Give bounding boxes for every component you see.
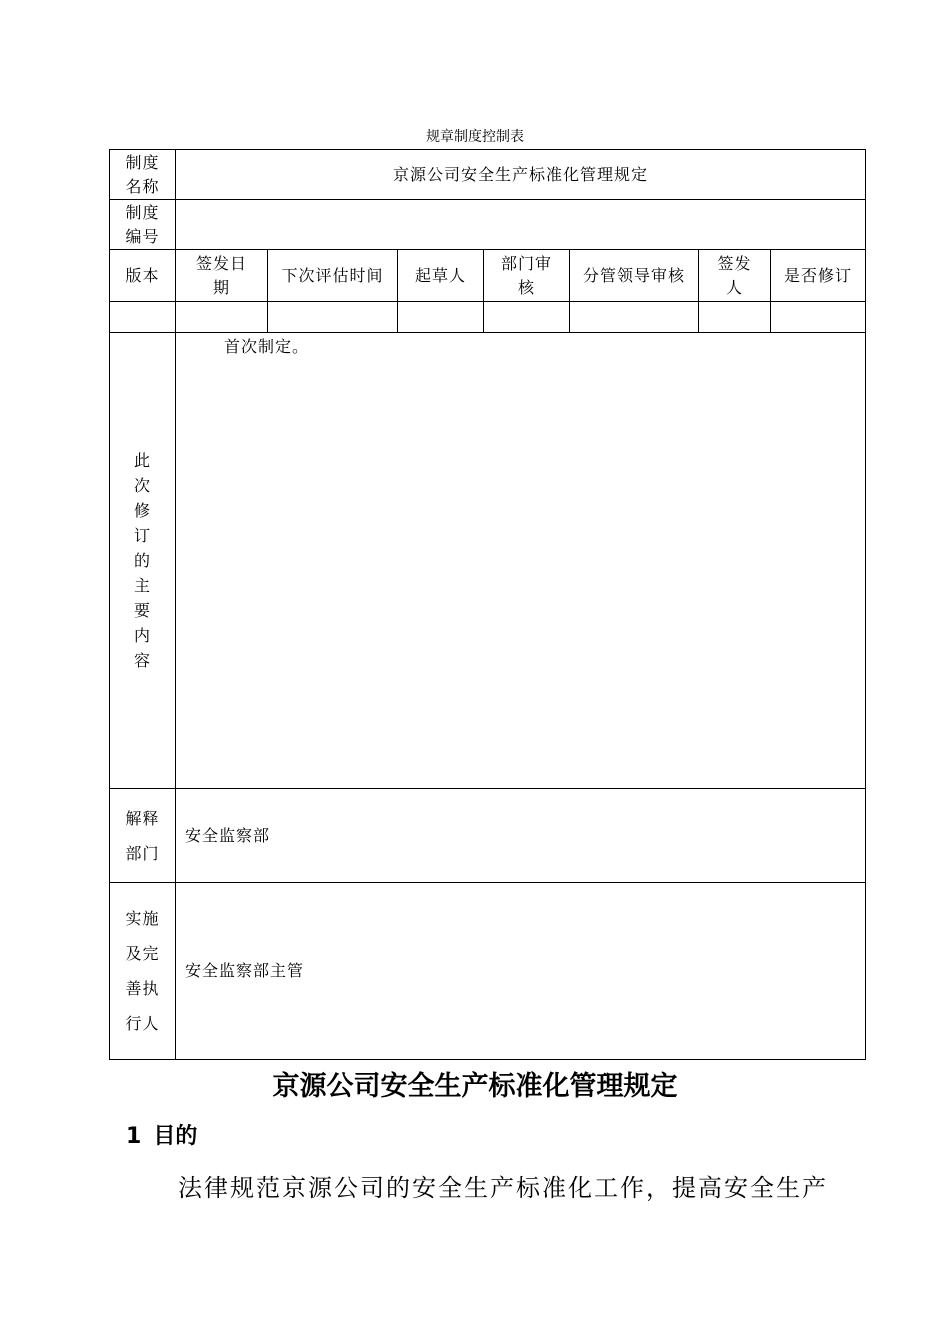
- section-number: 1: [126, 1124, 142, 1149]
- control-table: [109, 149, 866, 1060]
- interpret-label: 解释部门: [125, 808, 160, 863]
- number-value-cell: [176, 200, 866, 250]
- issue-date-cell: [176, 302, 268, 333]
- interpret-value: 安全监察部: [185, 825, 271, 845]
- name-label: 制度名称: [125, 152, 160, 196]
- header-leader-review: 分管领导审核: [583, 265, 686, 285]
- interpret-value-cell: [176, 789, 866, 883]
- implement-label: 实施及完善执行人: [125, 909, 160, 1033]
- revision-label: 此次修订的主要内容: [133, 451, 151, 670]
- header-drafter: 起草人: [398, 250, 484, 302]
- header-dept-review: 部门审核: [500, 253, 552, 297]
- drafter-cell: [398, 302, 484, 333]
- header-issue-date: 签发日期: [195, 253, 247, 297]
- header-issue-date-cell: [176, 250, 268, 302]
- header-next-review: 下次评估时间: [281, 265, 384, 285]
- implement-value-cell: [176, 883, 866, 1060]
- header-next-review-cell: [268, 250, 398, 302]
- implement-label-cell: [110, 883, 176, 1060]
- leader-review-cell: [570, 302, 699, 333]
- implement-row: [110, 883, 866, 1060]
- version-cell: [110, 302, 176, 333]
- header-dept-review-cell: [484, 250, 570, 302]
- issuer-cell: [699, 302, 771, 333]
- table-caption: 规章制度控制表: [426, 129, 524, 145]
- section-heading: [126, 1120, 197, 1154]
- interpret-row: [110, 789, 866, 883]
- name-label-cell: [110, 150, 176, 200]
- header-version: 版本: [110, 250, 176, 302]
- number-row: [110, 200, 866, 250]
- name-row: [110, 150, 866, 200]
- revision-label-cell: [110, 333, 176, 789]
- header-revised: 是否修订: [771, 250, 866, 302]
- revision-content: 首次制定。: [224, 337, 310, 356]
- implement-value: 安全监察部主管: [185, 961, 305, 980]
- section-title: 目的: [153, 1124, 198, 1149]
- header-leader-review-cell: [570, 250, 699, 302]
- name-value: 京源公司安全生产标准化管理规定: [393, 164, 649, 184]
- interpret-label-cell: [110, 789, 176, 883]
- header-issuer: 签发人: [717, 253, 752, 297]
- number-label-cell: [110, 200, 176, 250]
- next-review-cell: [268, 302, 398, 333]
- header-row: [110, 250, 866, 302]
- version-data-row: [110, 302, 866, 333]
- revision-row: [110, 333, 866, 789]
- name-value-cell: [176, 150, 866, 200]
- dept-review-cell: [484, 302, 570, 333]
- body-paragraph: 法律规范京源公司的安全生产标准化工作，提高安全生产: [178, 1174, 828, 1202]
- number-label: 制度编号: [125, 202, 160, 246]
- document-title: 京源公司安全生产标准化管理规定: [272, 1071, 678, 1102]
- header-issuer-cell: [699, 250, 771, 302]
- revised-cell: [771, 302, 866, 333]
- revision-content-cell: [176, 333, 866, 789]
